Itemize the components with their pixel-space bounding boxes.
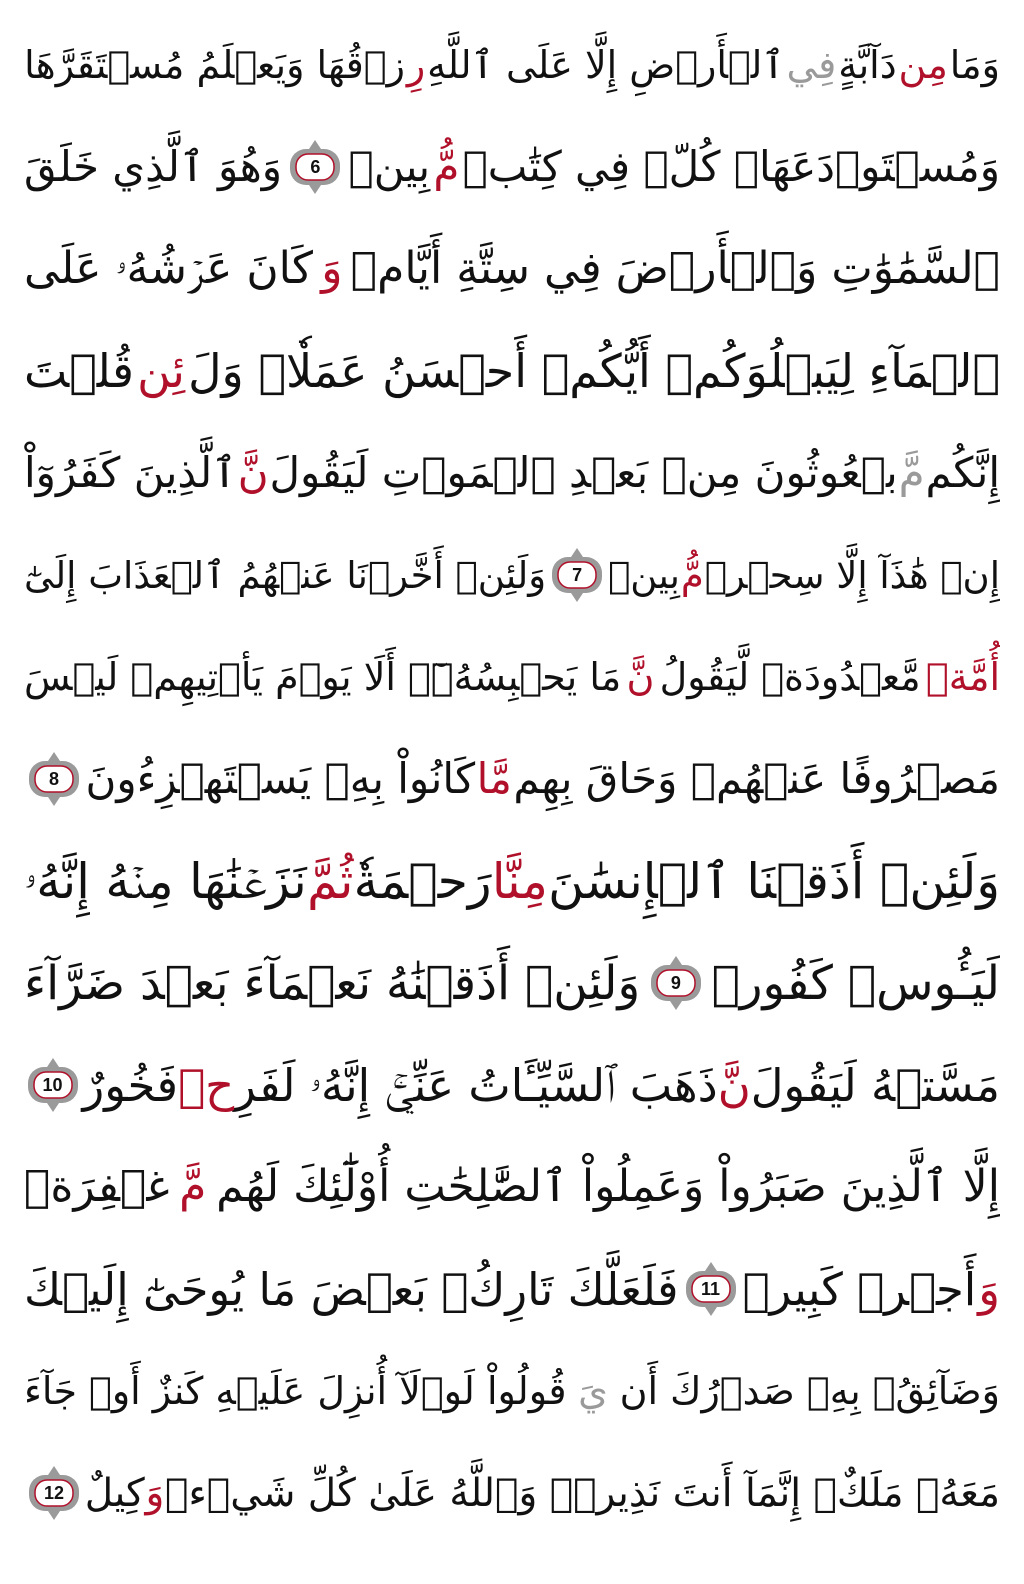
verse-text: بِينٞ [608, 553, 680, 597]
ayah-end-marker [681, 1259, 741, 1319]
verse-text: ٱلَّذِينَ كَفَرُوٓاْ [24, 448, 237, 497]
tajweed-red-text: مُّ [433, 142, 460, 191]
ayah-number: 7 [572, 564, 583, 585]
verse-line [24, 524, 1000, 626]
verse-line [24, 1238, 1000, 1340]
ayah-end-marker [646, 953, 706, 1013]
verse-text: مَصۡرُوفًا عَنۡهُمۡ وَحَاقَ بِهِم [513, 754, 1000, 803]
tajweed-red-text: مِنَّا [491, 852, 548, 910]
verse-line [24, 1340, 1000, 1442]
ayah-number: 11 [700, 1278, 721, 1299]
verse-line [24, 218, 1000, 320]
tajweed-red-text: نَّ [237, 448, 269, 497]
verse-text: غۡفِرَةٞ [24, 1161, 170, 1212]
verse-line [24, 728, 1000, 830]
verse-text: ٱلسَّمَٰوَٰتِ وَٱلۡأَرۡضَ فِي سِتَّةِ أَيَّامٖ [350, 243, 1000, 294]
verse-text: إِنۡ هَٰذَآ إِلَّا سِحۡرٞ [704, 553, 1000, 597]
verse-line [24, 830, 1000, 932]
verse-text: لَيَـُٔوسٞ كَفُورٞ [711, 955, 1000, 1011]
ayah-end-marker [24, 1463, 84, 1523]
verse-line [24, 422, 1000, 524]
tajweed-red-text: حٞ [178, 1058, 235, 1112]
verse-line [24, 932, 1000, 1034]
ayah-end-marker [24, 1055, 83, 1115]
tajweed-red-text: نَّ [717, 1058, 751, 1112]
verse-text: مَا يَحۡبِسُهُۥٓۗ أَلَا يَوۡمَ يَأۡتِيهِمۡ لَيۡسَ [24, 655, 622, 699]
verse-text: وَمُسۡتَوۡدَعَهَاۚ كُلّٞ فِي كِتَٰبٖ [462, 142, 1000, 191]
verse-line [24, 320, 1000, 422]
verse-text: كَانُواْ بِهِۦ يَسۡتَهۡزِءُونَ [85, 754, 476, 803]
tajweed-red-text: نَّ [626, 655, 655, 699]
verse-text: وَلَئِنۡ أَخَّرۡنَا عَنۡهُمُ ٱلۡعَذَابَ إِلَىٰٓ [24, 553, 547, 597]
tajweed-red-text: مِن [898, 43, 948, 87]
verse-text: زۡقُهَا وَيَعۡلَمُ مُسۡتَقَرَّهَا [24, 43, 405, 87]
tajweed-red-text: مَّ [179, 1161, 207, 1212]
verse-text: بِينٖ [348, 142, 431, 191]
tajweed-red-text: مُّ [680, 553, 704, 597]
verse-text: كِيلٌ [84, 1470, 145, 1516]
verse-text: أَجۡرٞ كَبِيرٞ [742, 1262, 977, 1316]
verse-text: ذَهَبَ ٱلسَّيِّـَٔاتُ عَنِّيٓۚ إِنَّهُۥ لَفَرِ [234, 1058, 718, 1112]
verse-line [24, 626, 1000, 728]
verse-text: ٱلۡمَآءِ لِيَبۡلُوَكُمۡ أَيُّكُمۡ أَحۡسَنُ عَمَلٗاۗ وَلَ [188, 344, 1000, 398]
verse-text: إِنَّكُم [925, 448, 1000, 497]
verse-text: وَلَئِنۡ أَذَقۡنَا ٱلۡإِنسَٰنَ [548, 852, 1000, 910]
verse-text: قُولُواْ لَوۡلَآ أُنزِلَ عَلَيۡهِ كَنزٌ أَوۡ جَآءَ [24, 1369, 567, 1413]
tajweed-red-text: مَّا [476, 754, 512, 803]
verse-text: مَّعۡدُودَةٖ لَّيَقُولُ [659, 655, 921, 699]
verse-text: قُلۡتَ [24, 344, 135, 398]
ayah-end-marker [24, 749, 84, 809]
verse-text: فَخُورٌ [82, 1058, 179, 1112]
verse-line [24, 116, 1000, 218]
tajweed-red-text: رِ [406, 43, 426, 87]
verse-text: وَمَا [949, 43, 1000, 87]
verse-text: وَضَآئِقُۢ بِهِۦ صَدۡرُكَ أَن [619, 1369, 1000, 1413]
ayah-end-marker [285, 137, 345, 197]
ayah-number: 9 [670, 972, 681, 993]
tajweed-red-text: ئِن [137, 344, 185, 398]
verse-line [24, 1034, 1000, 1136]
verse-text: مَعَهُۥ مَلَكٌۚ إِنَّمَآ أَنتَ نَذِيرٞۚ وَٱللَّهُ عَلَىٰ كُلِّ شَيۡءٖ [165, 1470, 1000, 1516]
verse-text: مَسَّتۡهُ لَيَقُولَ [750, 1058, 1000, 1112]
tajweed-red-text: وَ [321, 243, 343, 294]
ayah-end-marker [547, 545, 607, 605]
tajweed-red-text: وَ [978, 1262, 1000, 1316]
ayah-number: 8 [49, 768, 60, 789]
tajweed-red-text: ثُمَّ [307, 852, 354, 910]
verse-text: فَلَعَلَّكَ تَارِكُۢ بَعۡضَ مَا يُوحَىٰٓ إِلَيۡكَ [24, 1262, 679, 1316]
verse-text: وَلَئِنۡ أَذَقۡنَٰهُ نَعۡمَآءَ بَعۡدَ ضَرَّآءَ [24, 955, 641, 1011]
tajweed-red-text: وَ [145, 1470, 165, 1516]
verse-line [24, 1136, 1000, 1238]
tajweed-gray-text: مَّ [898, 448, 925, 497]
verse-line [24, 1442, 1000, 1544]
ayah-number: 6 [310, 156, 321, 177]
verse-text: ٱلۡأَرۡضِ إِلَّا عَلَى ٱللَّهِ [427, 43, 785, 87]
verse-text: دَآبَّةٍ [838, 43, 897, 87]
verse-text: نَزَعۡنَٰهَا مِنۡهُ إِنَّهُۥ [24, 852, 307, 910]
verse-text: رَحۡمَةٗ [353, 852, 492, 910]
tajweed-red-text: أُمَّةٖ [925, 655, 1000, 699]
tajweed-gray-text: فِي [786, 43, 837, 87]
verse-text: إِلَّا ٱلَّذِينَ صَبَرُواْ وَعَمِلُواْ ٱلصَّٰلِحَٰتِ أُوْلَٰٓئِكَ لَهُم [216, 1161, 1000, 1212]
tajweed-gray-text: يَ [578, 1369, 608, 1413]
verse-text: كَانَ عَرۡشُهُۥ عَلَى [24, 243, 313, 294]
ayah-number: 12 [44, 1482, 65, 1503]
verse-line [24, 14, 1000, 116]
verse-text: بۡعُوثُونَ مِنۢ بَعۡدِ ٱلۡمَوۡتِ لَيَقُولَ [269, 448, 898, 497]
verse-text: وَهُوَ ٱلَّذِي خَلَقَ [24, 142, 283, 191]
ayah-number: 10 [42, 1074, 63, 1095]
